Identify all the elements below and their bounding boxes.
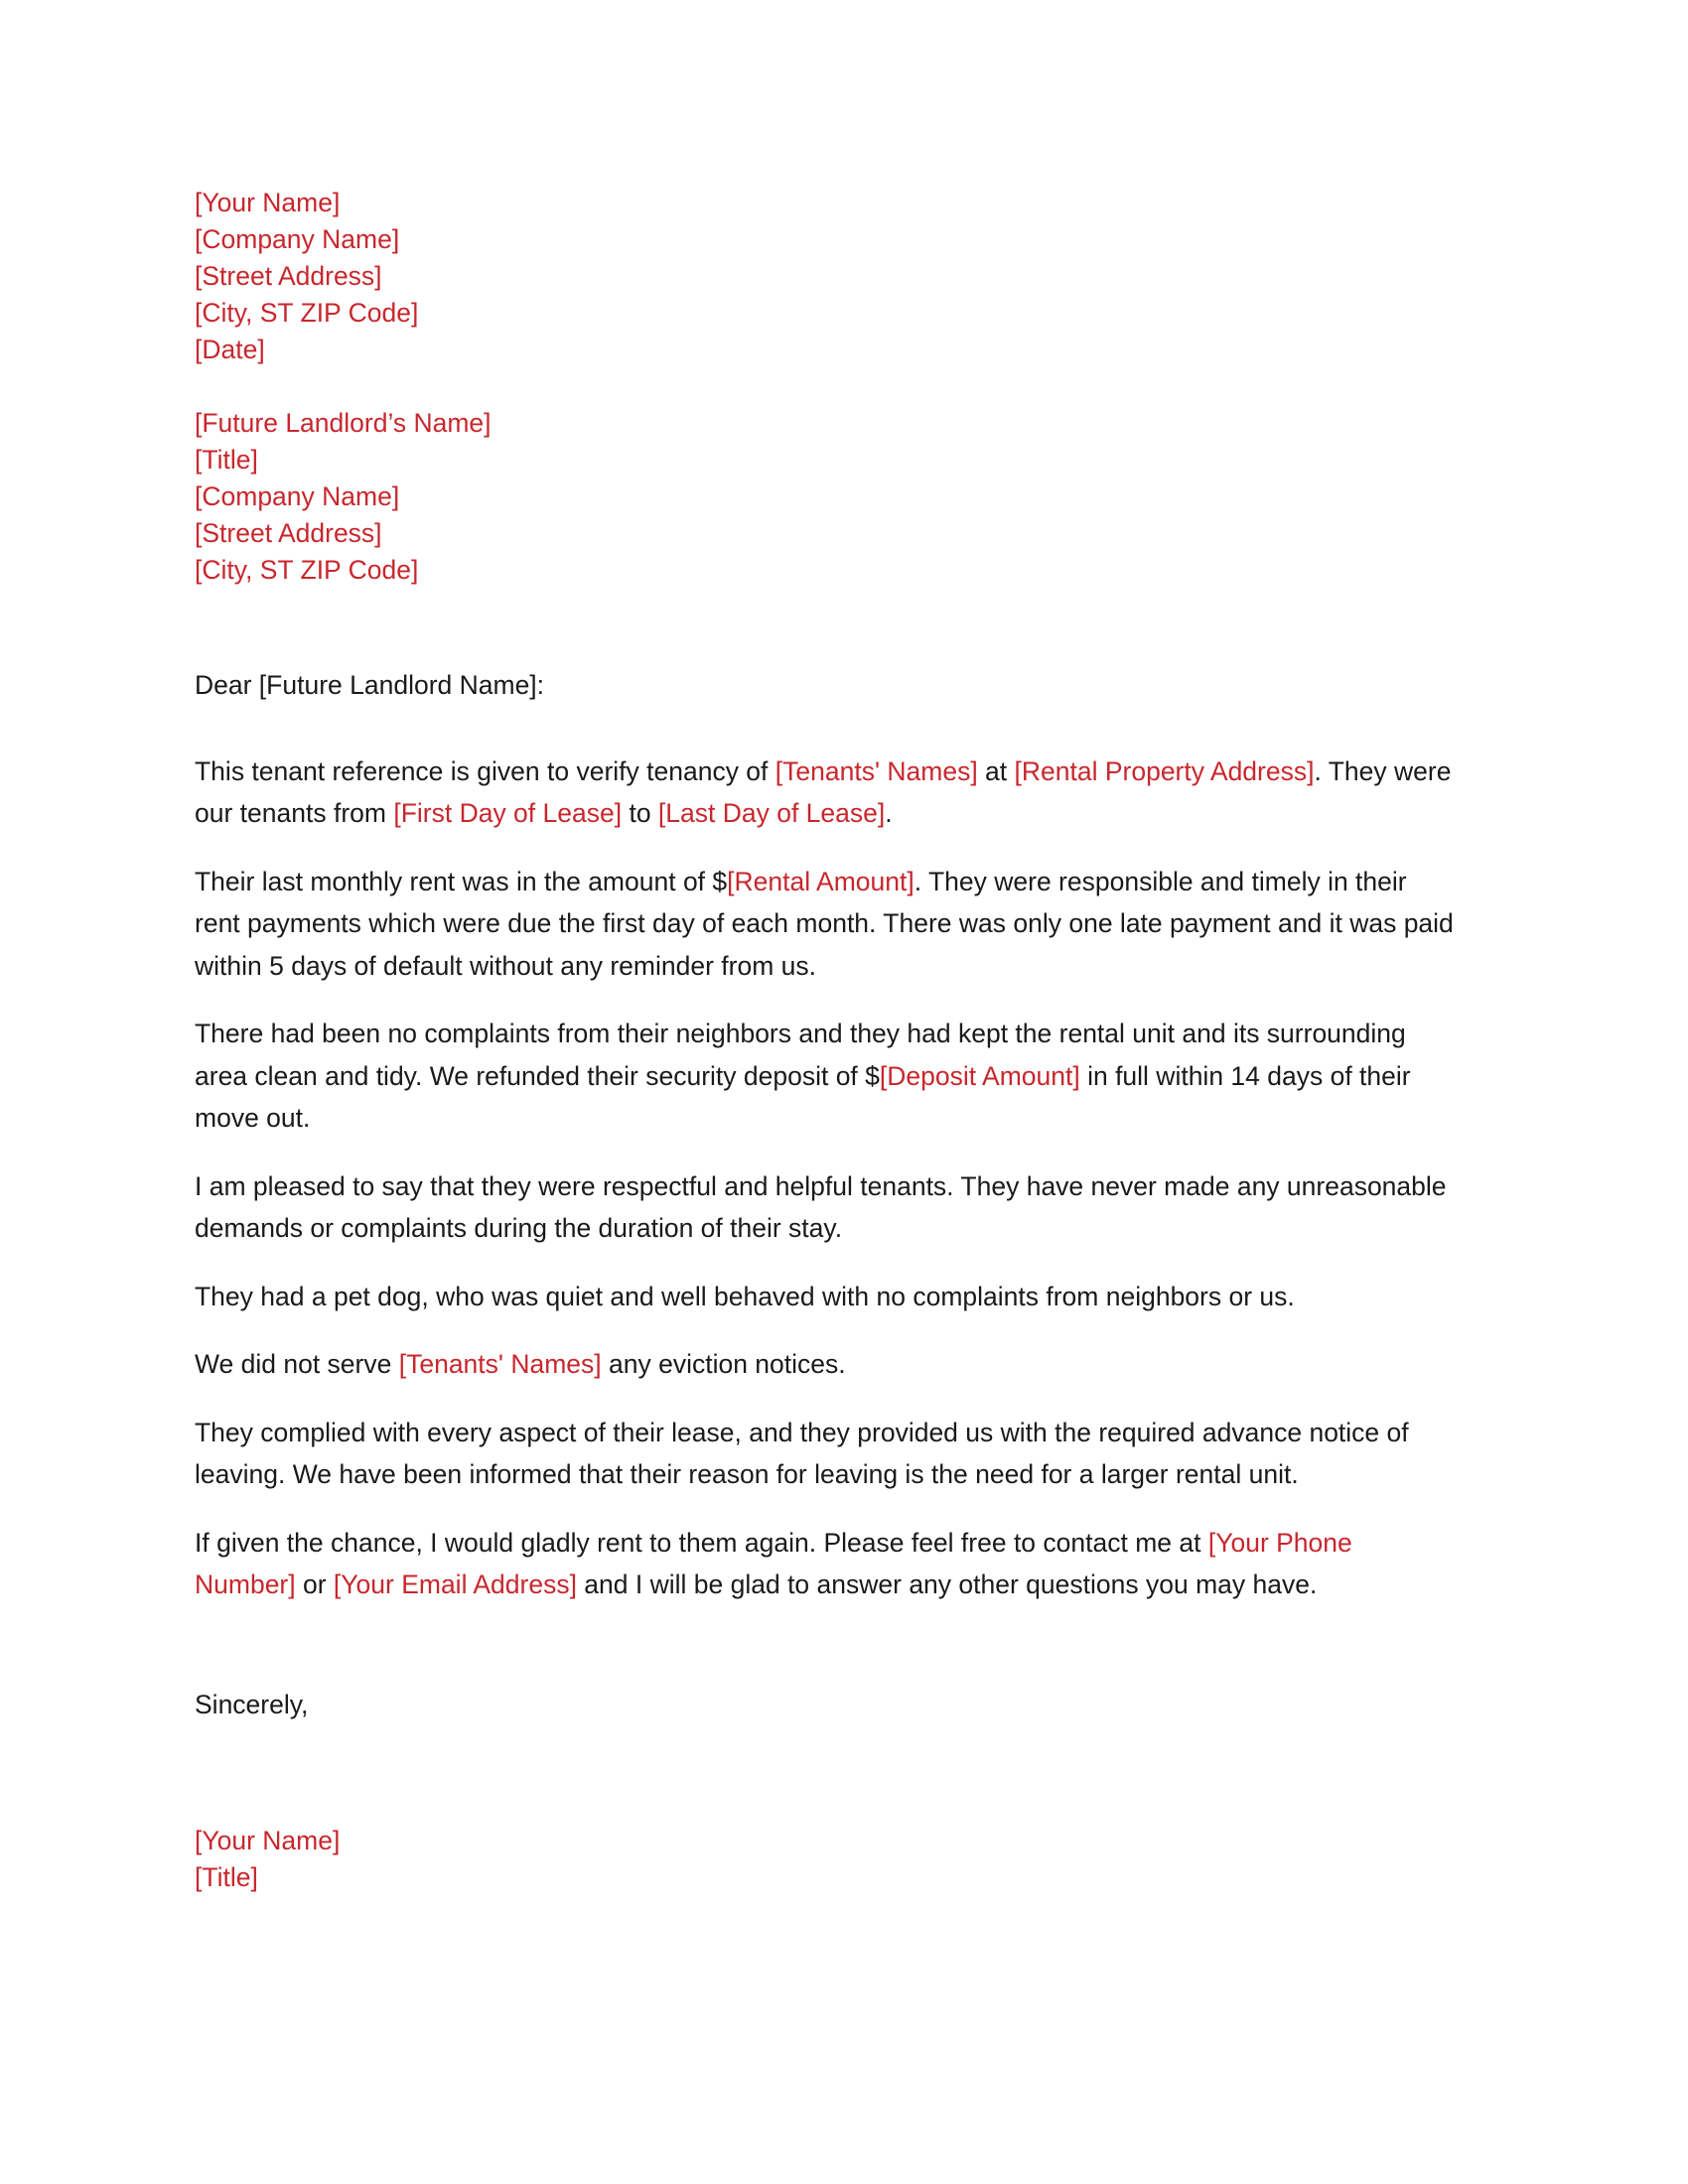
paragraph-rent-payment-history xyxy=(195,861,1456,988)
signature-name-line: [Your Name] xyxy=(195,1826,341,1855)
paragraph-tenant-conduct: I am pleased to say that they were respectful and helpful tenants. They have never made any unreasonable demands or complaints during the duration of their stay. xyxy=(195,1170,1447,1243)
sender-city-line: [City, ST ZIP Code] xyxy=(195,298,419,328)
paragraph-tenancy-verification xyxy=(195,751,1456,835)
sender-date-line: [Date] xyxy=(195,335,265,364)
p2-text-2: . They were responsible and timely in their rent payments which were due the first day of each month. There was only one late payment and it was paid within 5 days of default without any reminder from us. xyxy=(195,866,1454,981)
recipient-city-line: [City, ST ZIP Code] xyxy=(195,555,419,585)
placeholder-your-phone-number: [Your Phone Number] xyxy=(195,1527,1352,1599)
paragraph-eviction-notices xyxy=(195,1343,1456,1386)
signature-block xyxy=(195,1823,1456,1896)
paragraph-lease-compliance: They complied with every aspect of their lease, and they provided us with the required advance notice of leaving. We have been informed that their reason for leaving is the need for a larger rental unit. xyxy=(195,1417,1409,1489)
placeholder-first-day-of-lease: [First Day of Lease] xyxy=(393,798,623,828)
placeholder-tenants-names-1: [Tenants' Names] xyxy=(774,755,978,786)
placeholder-tenants-names-2: [Tenants' Names] xyxy=(398,1349,602,1379)
p8-text-1: If given the chance, I would gladly rent to them again. Please feel free to contact me at xyxy=(195,1527,1208,1558)
p8-text-3: and I will be glad to answer any other questions you may have. xyxy=(576,1570,1318,1599)
p6-text-2: any eviction notices. xyxy=(601,1349,846,1379)
paragraph-complaints-and-deposit xyxy=(195,1013,1456,1140)
p8-text-2: or xyxy=(295,1570,334,1599)
p3-text-1: There had been no complaints from their neighbors and they had kept the rental unit and its surrounding area clean and tidy. We refunded their security deposit of $ xyxy=(195,1019,1406,1091)
p1-text-3: . They were our tenants from xyxy=(195,755,1452,828)
recipient-address-block xyxy=(195,405,1456,589)
placeholder-your-email-address: [Your Email Address] xyxy=(333,1570,577,1599)
p2-text-1: Their last monthly rent was in the amount of $ xyxy=(195,866,728,896)
paragraph-contact-invitation xyxy=(195,1522,1456,1606)
salutation: Dear [Future Landlord Name]: xyxy=(195,670,545,700)
salutation-spacer xyxy=(195,589,1456,664)
recipient-street-line: [Street Address] xyxy=(195,518,382,548)
recipient-title-line: [Title] xyxy=(195,445,258,475)
sender-name-line: [Your Name] xyxy=(195,188,341,217)
placeholder-last-day-of-lease: [Last Day of Lease] xyxy=(657,798,886,828)
address-block-spacer xyxy=(195,368,1456,405)
sender-address-block xyxy=(195,185,1456,368)
p1-text-2: at xyxy=(977,755,1015,786)
placeholder-deposit-amount: [Deposit Amount] xyxy=(879,1060,1080,1091)
recipient-company-line: [Company Name] xyxy=(195,481,400,511)
p3-text-2: in full within 14 days of their move out. xyxy=(195,1060,1411,1133)
sender-street-line: [Street Address] xyxy=(195,261,382,291)
placeholder-rental-amount: [Rental Amount] xyxy=(727,866,914,896)
placeholder-rental-property-address: [Rental Property Address] xyxy=(1014,755,1315,786)
p1-text-4: to xyxy=(622,798,658,828)
sender-company-line: [Company Name] xyxy=(195,224,400,254)
recipient-name-line: [Future Landlord’s Name] xyxy=(195,408,492,438)
p6-text-1: We did not serve xyxy=(195,1349,399,1379)
p1-text-1: This tenant reference is given to verify tenancy of xyxy=(195,755,775,786)
signature-title-line: [Title] xyxy=(195,1862,258,1892)
closing-salutation: Sincerely, xyxy=(195,1689,309,1719)
paragraph-pet: They had a pet dog, who was quiet and well behaved with no complaints from neighbors or us. xyxy=(195,1281,1295,1311)
letter-body xyxy=(195,185,1456,1896)
p1-text-5: . xyxy=(885,798,893,828)
